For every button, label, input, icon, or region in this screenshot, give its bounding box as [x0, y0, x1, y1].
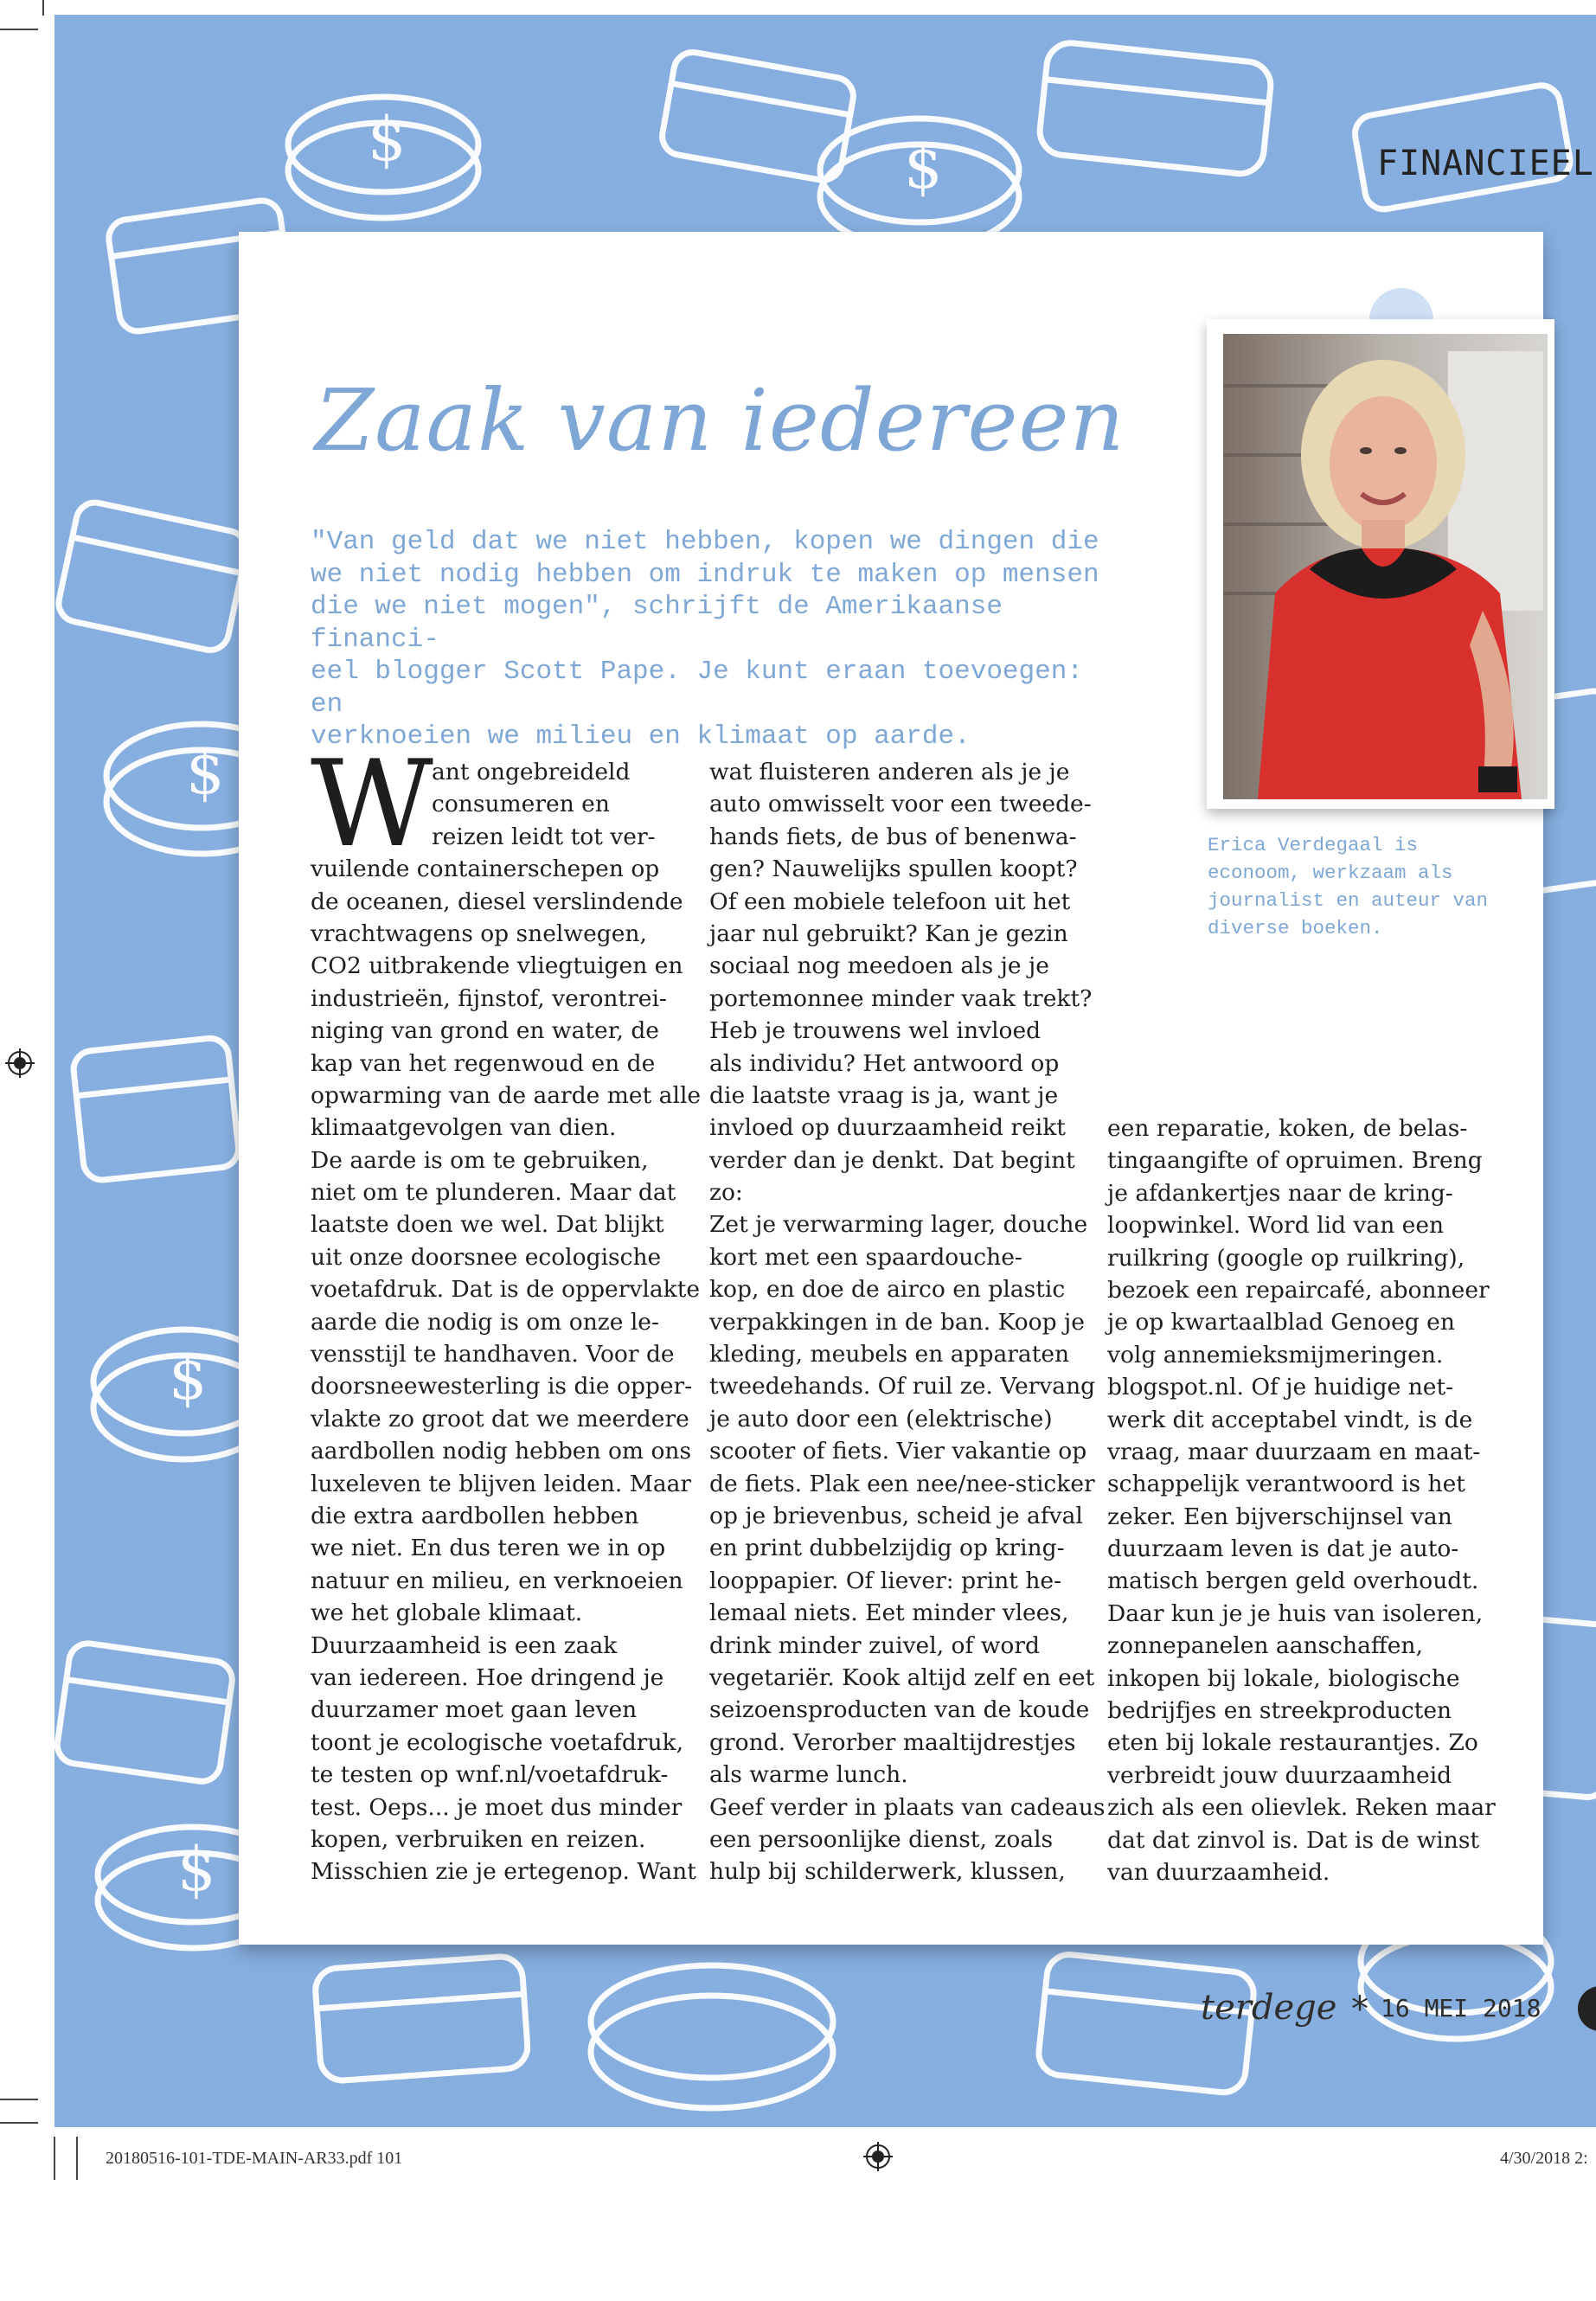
text-line: scooter of fiets. Vier vakantie op	[709, 1438, 1087, 1465]
text-line: vraag, maar duurzaam en maat-	[1107, 1438, 1481, 1465]
text-line: niging van grond en water, de	[311, 1017, 659, 1045]
text-line: op je brievenbus, scheid je afval	[709, 1502, 1083, 1529]
text-line: duurzaam leven is dat je auto-	[1107, 1535, 1459, 1563]
crop-mark	[54, 2137, 55, 2180]
text-line: toont je ecologische voetafdruk,	[311, 1728, 684, 1756]
caption-line: diverse boeken.	[1208, 917, 1383, 939]
text-line: CO2 uitbrakende vliegtuigen en	[311, 952, 683, 980]
text-line: die laatste vraag is ja, want je	[709, 1081, 1059, 1109]
body-column-2	[709, 756, 1106, 1888]
text-line: dat dat zinvol is. Dat is de winst	[1107, 1826, 1480, 1854]
text-line: zonnepanelen aanschaffen,	[1107, 1632, 1423, 1660]
text-line: klimaatgevolgen van dien.	[311, 1114, 617, 1142]
text-line: lemaal niets. Eet minder vlees,	[709, 1599, 1069, 1627]
text-line: hands fiets, de bus of benenwa-	[709, 823, 1077, 850]
text-line: schappelijk verantwoord is het	[1107, 1471, 1465, 1498]
text-line: reizen leidt tot ver-	[432, 823, 656, 850]
text-line: vuilende containerschepen op	[311, 856, 660, 883]
coin-stack-icon	[288, 97, 478, 218]
text-line: kort met een spaardouche-	[709, 1243, 1022, 1271]
text-line: eten bij lokale restaurantjes. Zo	[1107, 1729, 1478, 1757]
text-line: niet om te plunderen. Maar dat	[311, 1179, 676, 1207]
intro-line: "Van geld dat we niet hebben, kopen we dingen die	[311, 527, 1099, 557]
text-line: wat fluisteren anderen als je je	[709, 759, 1070, 785]
text-line: vensstijl te handhaven. Voor de	[311, 1341, 675, 1368]
text-line: aarde die nodig is om onze le-	[311, 1308, 659, 1336]
text-line: een reparatie, koken, de belas-	[1107, 1115, 1468, 1142]
text-line: te testen op wnf.nl/voetafdruk-	[311, 1761, 669, 1789]
text-line: voetafdruk. Dat is de oppervlakte	[311, 1276, 701, 1304]
body-column-1	[311, 756, 702, 1888]
text-line: laatste doen we wel. Dat blijkt	[311, 1211, 664, 1239]
intro-line: eel blogger Scott Pape. Je kunt eraan toevoegen: en	[311, 657, 1083, 720]
svg-text:$: $	[169, 1343, 208, 1413]
caption-line: journalist en auteur van	[1208, 889, 1489, 912]
text-line: vegetariër. Kook altijd zelf en eet	[709, 1663, 1095, 1691]
wallet-icon	[55, 1641, 235, 1784]
text-line: als warme lunch.	[709, 1761, 908, 1789]
text-line: ruilkring (google op ruilkring),	[1107, 1244, 1465, 1272]
text-line: je afdankertjes naar de kring-	[1107, 1179, 1453, 1207]
text-line: uit onze doorsnee ecologische	[311, 1243, 662, 1271]
text-line: van duurzaamheid.	[1107, 1858, 1330, 1886]
wallet-icon	[72, 1036, 240, 1182]
body-column-3	[1107, 1112, 1496, 1888]
text-line: zich als een olievlek. Reken maar	[1107, 1794, 1496, 1822]
text-line: gen? Nauwelijks spullen koopt?	[709, 856, 1078, 883]
headline: Zaak van iedereen	[315, 372, 1125, 471]
text-line: tweedehands. Of ruil ze. Vervang	[709, 1373, 1096, 1400]
magazine-logo: terdege	[1201, 1988, 1337, 2028]
text-line: de fiets. Plak een nee/nee-sticker	[709, 1470, 1095, 1497]
text-line: De aarde is om te gebruiken,	[311, 1146, 649, 1174]
text-line: kap van het regenwoud en de	[311, 1049, 656, 1077]
text-line: van iedereen. Hoe dringend je	[311, 1663, 664, 1691]
text-line: bezoek een repaircafé, abonneer	[1107, 1276, 1490, 1304]
text-line: we het globale klimaat.	[311, 1599, 583, 1627]
drop-cap: W	[311, 734, 433, 874]
intro-line: verknoeien we milieu en klimaat op aarde.	[311, 721, 971, 752]
text-line: Duurzaamheid is een zaak	[311, 1631, 618, 1659]
text-line: volg annemieksmijmeringen.	[1107, 1341, 1444, 1368]
text-line: vlakte zo groot dat we meerdere	[311, 1405, 689, 1433]
text-line: opwarming van de aarde met alle	[311, 1081, 702, 1109]
text-line: luxeleven te blijven leiden. Maar	[311, 1470, 692, 1497]
text-line: de oceanen, diesel verslindende	[311, 888, 683, 915]
text-line: zeker. Een bijverschijnsel van	[1107, 1503, 1452, 1530]
text-line: aardbollen nodig hebben om ons	[311, 1438, 692, 1465]
print-slug-timestamp: 4/30/2018 2:	[1500, 2149, 1588, 2168]
svg-text:$: $	[904, 131, 943, 202]
caption-line: econoom, werkzaam als	[1208, 862, 1453, 884]
text-line: kleding, meubels en apparaten	[709, 1341, 1070, 1368]
wallet-icon	[55, 499, 250, 654]
text-line: die extra aardbollen hebben	[311, 1502, 639, 1529]
coin-stack-icon	[591, 1965, 833, 2108]
text-line: Misschien zie je ertegenop. Want	[311, 1858, 696, 1886]
coin-stack-icon	[820, 119, 1019, 248]
issue-date: 16 MEI 2018	[1381, 1994, 1542, 2022]
text-line: looppapier. Of liever: print he-	[709, 1567, 1062, 1594]
svg-text:$: $	[177, 1834, 216, 1905]
svg-text:$: $	[368, 104, 407, 175]
text-line: duurzamer moet gaan leven	[311, 1696, 638, 1724]
footer-separator: *	[1351, 1990, 1368, 2029]
text-line: sociaal nog meedoen als je je	[709, 952, 1049, 980]
registration-mark-icon	[5, 1048, 35, 1078]
crop-mark	[76, 2137, 78, 2180]
text-line: verder dan je denkt. Dat begint	[709, 1146, 1075, 1174]
text-line: invloed op duurzaamheid reikt	[709, 1114, 1066, 1142]
intro-line: die we niet mogen", schrijft de Amerikaanse financi-	[311, 592, 1003, 655]
text-line: grond. Verorber maaltijdrestjes	[709, 1728, 1076, 1756]
print-slug-file: 20180516-101-TDE-MAIN-AR33.pdf 101	[106, 2149, 403, 2168]
text-line: je auto door een (elektrische)	[709, 1405, 1053, 1433]
text-line: en print dubbelzijdig op kring-	[709, 1535, 1065, 1562]
text-line: industrieën, fijnstof, verontrei-	[311, 984, 667, 1012]
wallet-icon	[1037, 41, 1272, 176]
text-line: tingaangifte of opruimen. Breng	[1107, 1147, 1483, 1175]
crop-mark	[0, 2099, 38, 2100]
crop-mark	[42, 0, 44, 16]
text-line: vrachtwagens op snelwegen,	[311, 920, 647, 947]
text-line: inkopen bij lokale, biologische	[1107, 1664, 1460, 1692]
svg-text:$: $	[186, 737, 225, 808]
text-line: consumeren en	[432, 791, 610, 818]
author-photo	[1223, 334, 1548, 799]
text-line: ant ongebreideld	[432, 759, 631, 785]
text-line: portemonnee minder vaak trekt?	[709, 984, 1093, 1012]
text-line: een persoonlijke dienst, zoals	[709, 1825, 1054, 1853]
text-line: auto omwisselt voor een tweede-	[709, 791, 1092, 818]
text-line: blogspot.nl. Of je huidige net-	[1107, 1374, 1454, 1401]
text-line: loopwinkel. Word lid van een	[1107, 1212, 1445, 1240]
crop-mark	[0, 29, 38, 30]
text-line: seizoensproducten van de koude	[709, 1696, 1090, 1724]
text-line: natuur en milieu, en verknoeien	[311, 1567, 683, 1594]
text-line: Zet je verwarming lager, douche	[709, 1211, 1088, 1239]
text-line: doorsneewesterling is die opper-	[311, 1373, 693, 1400]
text-line: test. Oeps... je moet dus minder	[311, 1793, 683, 1821]
caption-line: Erica Verdegaal is	[1208, 834, 1419, 856]
text-line: Heb je trouwens wel invloed	[709, 1017, 1042, 1045]
text-line: jaar nul gebruikt? Kan je gezin	[709, 920, 1068, 947]
intro-text	[311, 526, 1124, 753]
text-line: kop, en doe de airco en plastic	[709, 1276, 1066, 1304]
registration-mark-icon	[863, 2142, 893, 2171]
text-line: werk dit acceptabel vindt, is de	[1107, 1406, 1473, 1433]
wallet-icon	[659, 49, 856, 183]
text-line: verpakkingen in de ban. Koop je	[709, 1308, 1085, 1336]
text-line: Of een mobiele telefoon uit het	[709, 888, 1071, 915]
crop-mark	[0, 2122, 38, 2124]
text-line: hulp bij schilderwerk, klussen,	[709, 1858, 1066, 1886]
text-line: we niet. En dus teren we in op	[311, 1535, 666, 1562]
text-line: je op kwartaalblad Genoeg en	[1107, 1309, 1455, 1336]
text-line: Geef verder in plaats van cadeaus	[709, 1793, 1106, 1821]
text-line: zo:	[709, 1179, 743, 1207]
text-line: als individu? Het antwoord op	[709, 1049, 1060, 1077]
intro-line: we niet nodig hebben om indruk te maken op mensen	[311, 559, 1099, 590]
text-line: kopen, verbruiken en reizen.	[311, 1825, 646, 1853]
text-line: Daar kun je je huis van isoleren,	[1107, 1599, 1484, 1627]
photo-caption	[1208, 831, 1536, 942]
text-line: matisch bergen geld overhoudt.	[1107, 1567, 1479, 1595]
section-label: FINANCIEEL	[1377, 144, 1594, 183]
text-line: bedrijfjes en streekproducten	[1107, 1697, 1452, 1725]
text-line: verbreidt jouw duurzaamheid	[1107, 1761, 1452, 1789]
wallet-icon	[314, 1955, 529, 2081]
text-line: drink minder zuivel, of word	[709, 1631, 1040, 1659]
